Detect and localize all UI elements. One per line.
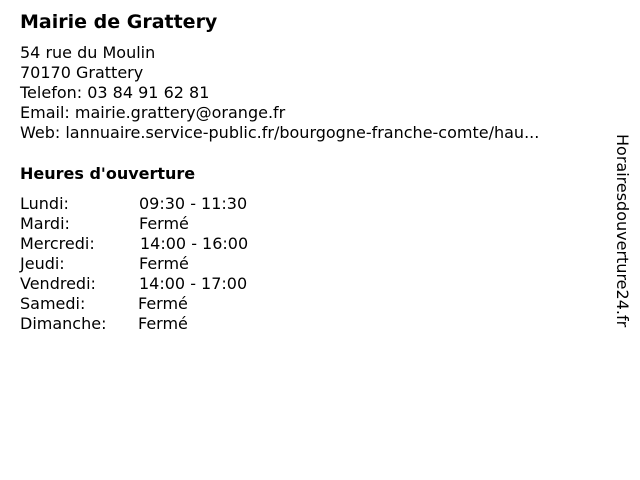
hours-day: Vendredi: <box>20 274 96 293</box>
page-title: Mairie de Grattery <box>20 11 218 33</box>
hours-time: 14:00 - 17:00 <box>139 274 248 293</box>
phone-line: Telefon: 03 84 91 62 81 <box>20 83 210 102</box>
address-city: 70170 Grattery <box>20 63 144 82</box>
hours-day: Lundi: <box>20 194 69 213</box>
hours-day: Mardi: <box>20 214 70 233</box>
hours-day: Jeudi: <box>20 254 65 273</box>
web-line: Web: lannuaire.service-public.fr/bourgogne-franche-comte/hau... <box>20 123 540 142</box>
hours-time: Fermé <box>139 214 189 233</box>
site-watermark: Horairesdouverture24.fr <box>613 134 632 328</box>
hours-time: Fermé <box>138 294 188 313</box>
hours-time: 14:00 - 16:00 <box>140 234 249 253</box>
hours-day: Dimanche: <box>20 314 107 333</box>
hours-time: Fermé <box>138 314 188 333</box>
hours-day: Samedi: <box>20 294 86 313</box>
email-line: Email: mairie.grattery@orange.fr <box>20 103 286 122</box>
hours-time: Fermé <box>139 254 189 273</box>
address-street: 54 rue du Moulin <box>20 43 156 62</box>
hours-day: Mercredi: <box>20 234 95 253</box>
hours-time: 09:30 - 11:30 <box>139 194 248 213</box>
contact-block <box>20 43 539 143</box>
opening-hours-heading: Heures d'ouverture <box>20 164 196 183</box>
